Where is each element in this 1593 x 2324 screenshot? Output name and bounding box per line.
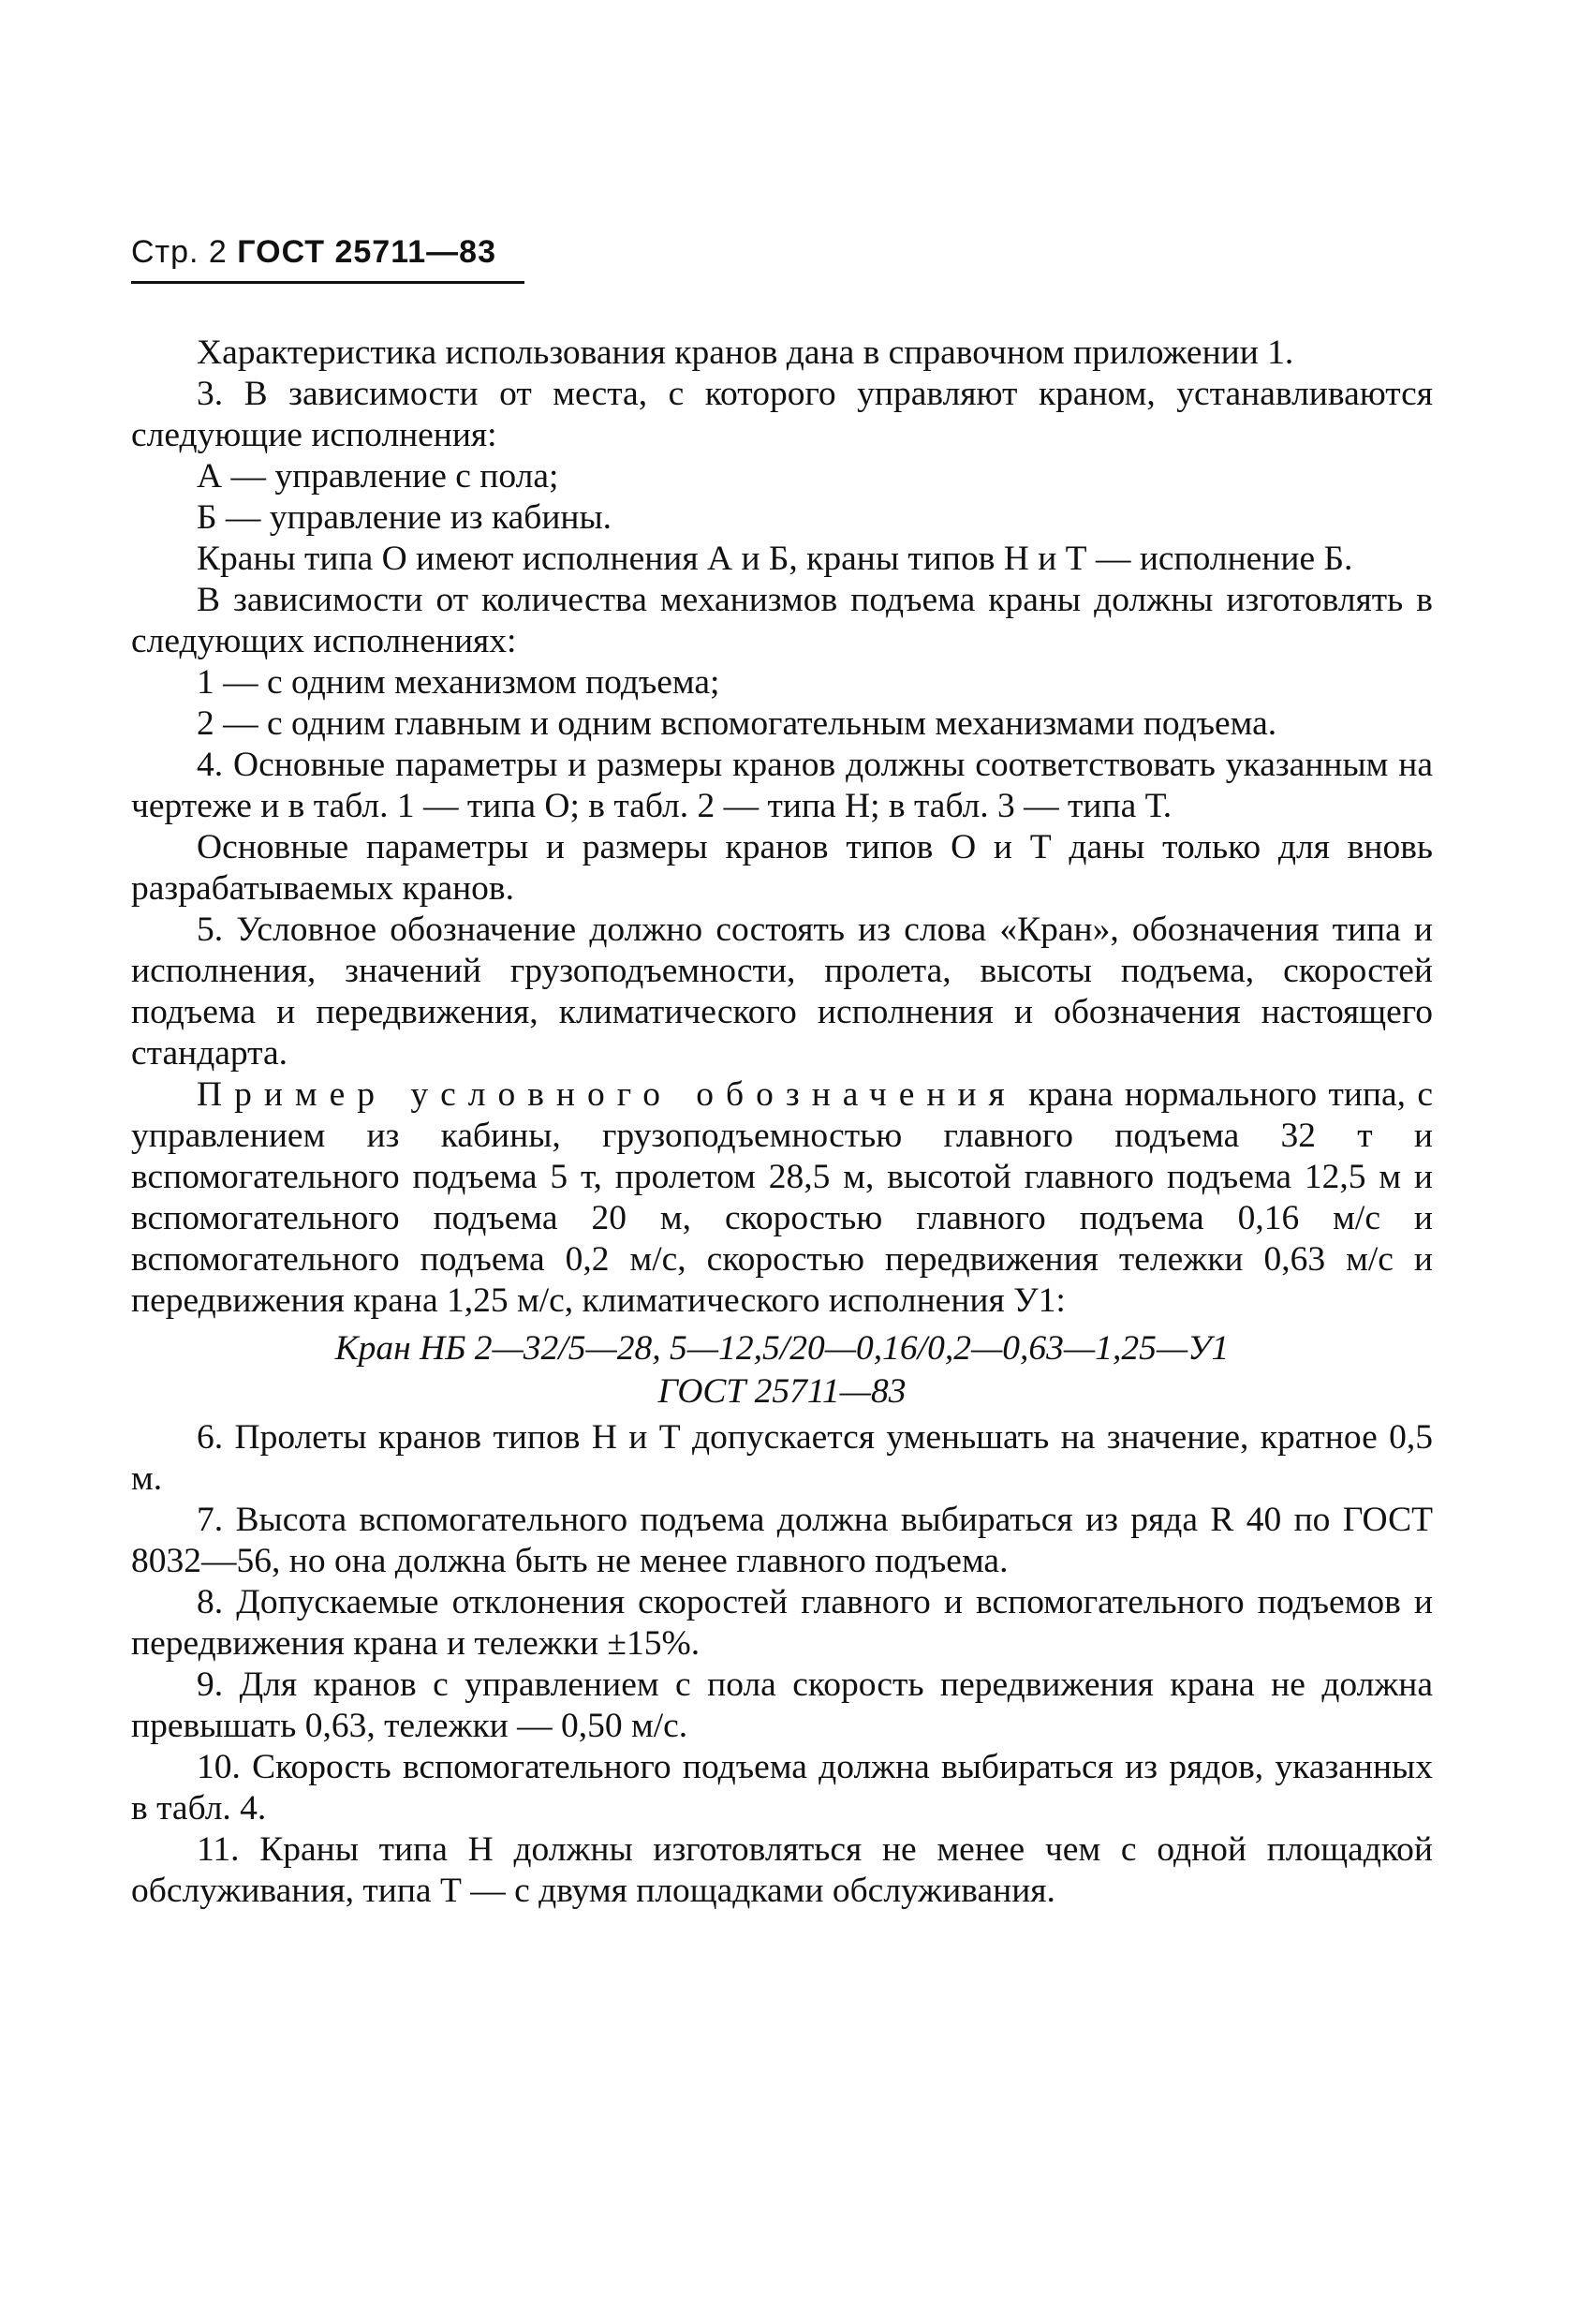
paragraph-item-6: 6. Пролеты кранов типов Н и Т допускается уменьшать на значение, кратное 0,5 м. bbox=[131, 1418, 1433, 1498]
list-item-2: 2 — с одним главным и одним вспомогательным механизмами подъема. bbox=[197, 704, 1277, 743]
example-text: крана нормального типа, с управлением из кабины, грузоподъемностью главного подъема 32 т и вспомогательного подъема 5 т, пролетом 28,5 м, высотой главного подъема 12,5 м и вспомогательного подъема 20 м, скоростью главного подъема 0,16 м/с и вспомогательного подъема 0,2 м/с, скоростью передвижения тележки 0,63 м/с и передвижения крана 1,25 м/с, климатического исполнения У1: bbox=[131, 1075, 1433, 1320]
paragraph-item-11: 11. Краны типа Н должны изготовляться не менее чем с одной площадкой обслуживания, типа Т — с двумя площадками обслуживания. bbox=[131, 1830, 1433, 1910]
paragraph-item-8: 8. Допускаемые отклонения скоростей главного и вспомогательного подъемов и передвижения крана и тележки ±15%. bbox=[131, 1583, 1433, 1663]
header-rule bbox=[131, 281, 524, 284]
paragraph-item-3: 3. В зависимости от места, с которого управляют краном, устанавливаются следующие исполнения: bbox=[131, 375, 1433, 454]
paragraph-item-7: 7. Высота вспомогательного подъема должна выбираться из ряда R 40 по ГОСТ 8032—56, но она должна быть не менее главного подъема. bbox=[131, 1501, 1433, 1580]
paragraph-example bbox=[131, 1074, 1433, 1322]
paragraph-mechanisms: В зависимости от количества механизмов подъема краны должны изготовлять в следующих исполнениях: bbox=[131, 581, 1433, 660]
list-item-b: Б — управление из кабины. bbox=[197, 498, 612, 537]
document-body bbox=[131, 333, 1433, 1912]
list-item-a: А — управление с пола; bbox=[197, 457, 559, 496]
page-number: Стр. 2 bbox=[131, 234, 228, 270]
designation-line-2: ГОСТ 25711—83 bbox=[657, 1372, 907, 1411]
paragraph-item-10: 10. Скорость вспомогательного подъема должна выбираться из рядов, указанных в табл. 4. bbox=[131, 1748, 1433, 1828]
paragraph-crane-types: Краны типа О имеют исполнения А и Б, краны типов Н и Т — исполнение Б. bbox=[197, 540, 1353, 578]
example-lead: Пример условного обозначения bbox=[197, 1075, 1017, 1114]
paragraph-item-9: 9. Для кранов с управлением с пола скорость передвижения крана не должна превышать 0,63, тележки — 0,50 м/с. bbox=[131, 1665, 1433, 1745]
paragraph-item-4: 4. Основные параметры и размеры кранов должны соответствовать указанным на чертеже и в табл. 1 — типа О; в табл. 2 — типа Н; в табл. 3 — типа Т. bbox=[131, 746, 1433, 825]
paragraph-usage: Характеристика использования кранов дана в справочном приложении 1. bbox=[197, 333, 1294, 372]
list-item-1: 1 — с одним механизмом подъема; bbox=[197, 663, 720, 702]
designation-line-1: Кран НБ 2—32/5—28, 5—12,5/20—0,16/0,2—0,63—1,25—У1 bbox=[334, 1329, 1230, 1368]
page-header bbox=[131, 234, 496, 271]
standard-number: ГОСТ 25711—83 bbox=[237, 234, 496, 270]
designation-example bbox=[131, 1327, 1433, 1414]
paragraph-basic-params: Основные параметры и размеры кранов типов О и Т даны только для вновь разрабатываемых кранов. bbox=[131, 828, 1433, 908]
paragraph-item-5: 5. Условное обозначение должно состоять из слова «Кран», обозначения типа и исполнения, значений грузоподъемности, пролета, высоты подъема, скоростей подъема и передвижения, климатического исполнения и обозначения настоящего стандарта. bbox=[131, 910, 1433, 1073]
